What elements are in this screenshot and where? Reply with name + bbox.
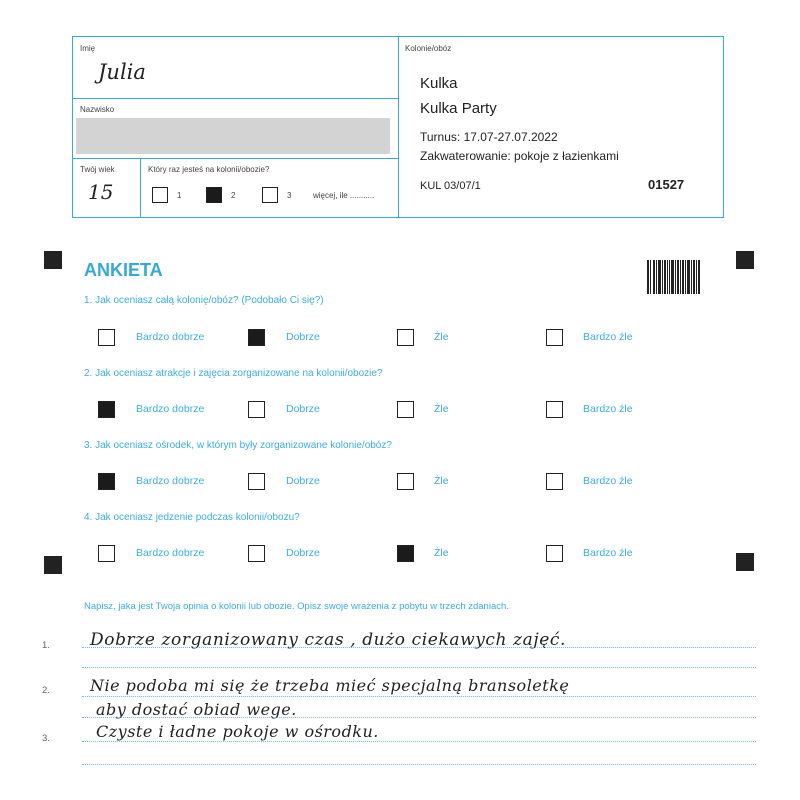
answer-3-dotted-line-2 <box>82 764 756 765</box>
camp-subname: Kulka Party <box>420 100 497 117</box>
q2-checkbox-bardzo-zle[interactable] <box>546 401 563 418</box>
q4-option-bardzo-zle: Bardzo źle <box>583 547 633 559</box>
answer-1-number: 1. <box>42 640 50 651</box>
answer-2-dotted-line-2 <box>82 717 756 718</box>
q3-option-zle: Źle <box>434 475 449 487</box>
q1-checkbox-bardzo-dobrze[interactable] <box>98 329 115 346</box>
times-checkbox-3[interactable] <box>262 187 278 203</box>
answer-2-dotted-line-1 <box>82 696 756 697</box>
q1-option-bardzo-dobrze: Bardzo dobrze <box>136 331 205 343</box>
answer-2-line-2[interactable]: aby dostać obiad wege. <box>96 700 297 719</box>
times-option-1: 1 <box>177 191 182 200</box>
camp-code: KUL 03/07/1 <box>420 180 481 192</box>
answer-3-number: 3. <box>42 733 50 744</box>
question-2: 2. Jak oceniasz atrakcje i zajęcia zorganizowane na kolonii/obozie? <box>84 368 383 379</box>
q1-checkbox-bardzo-zle[interactable] <box>546 329 563 346</box>
name-label: Imię <box>80 44 96 53</box>
q3-checkbox-dobrze[interactable] <box>248 473 265 490</box>
header-vertical-divider <box>398 36 399 217</box>
q4-checkbox-zle[interactable] <box>397 545 414 562</box>
q4-checkbox-dobrze[interactable] <box>248 545 265 562</box>
header-divider-3 <box>140 158 141 217</box>
registration-mark-top-left <box>44 251 62 269</box>
q3-checkbox-zle[interactable] <box>397 473 414 490</box>
camp-name: Kulka <box>420 75 458 92</box>
q3-checkbox-bardzo-zle[interactable] <box>546 473 563 490</box>
age-label: Twój wiek <box>80 165 115 174</box>
q2-checkbox-dobrze[interactable] <box>248 401 265 418</box>
survey-title: ANKIETA <box>84 260 163 280</box>
barcode <box>647 260 701 294</box>
registration-mark-bottom-left <box>44 556 62 574</box>
question-3: 3. Jak oceniasz ośrodek, w którym były zorganizowane kolonie/obóz? <box>84 440 392 451</box>
times-more: więcej, ile ........... <box>313 191 375 200</box>
q1-checkbox-dobrze[interactable] <box>248 329 265 346</box>
q4-option-zle: Źle <box>434 547 449 559</box>
question-4: 4. Jak oceniasz jedzenie podczas kolonii/obozu? <box>84 512 300 523</box>
answer-2-number: 2. <box>42 685 50 696</box>
q2-checkbox-zle[interactable] <box>397 401 414 418</box>
q2-option-bardzo-zle: Bardzo źle <box>583 403 633 415</box>
opinion-prompt: Napisz, jaka jest Twoja opinia o kolonii lub obozie. Opisz swoje wrażenia z pobytu w trzech zdaniach. <box>84 601 509 612</box>
camp-label: Kolonie/obóz <box>405 44 452 53</box>
answer-1-dotted-line-2 <box>82 667 756 668</box>
q4-option-bardzo-dobrze: Bardzo dobrze <box>136 547 205 559</box>
surname-label: Nazwisko <box>80 105 115 114</box>
answer-1-line-1[interactable]: Dobrze zorganizowany czas , dużo ciekawych zajęć. <box>90 630 567 650</box>
registration-mark-bottom-right <box>736 553 754 571</box>
times-checkbox-2[interactable] <box>206 187 222 203</box>
q1-checkbox-zle[interactable] <box>397 329 414 346</box>
answer-1-dotted-line-1 <box>82 647 756 648</box>
q2-option-zle: Źle <box>434 403 449 415</box>
registration-mark-top-right <box>736 251 754 269</box>
q2-option-bardzo-dobrze: Bardzo dobrze <box>136 403 205 415</box>
name-value[interactable]: Julia <box>98 60 146 84</box>
q1-option-bardzo-zle: Bardzo źle <box>583 331 633 343</box>
q2-option-dobrze: Dobrze <box>286 403 320 415</box>
q3-checkbox-bardzo-dobrze[interactable] <box>98 473 115 490</box>
answer-2-line-1[interactable]: Nie podoba mi się że trzeba mieć specjalną bransoletkę <box>90 676 570 695</box>
times-checkbox-1[interactable] <box>152 187 168 203</box>
header-divider-2 <box>72 158 399 159</box>
q3-option-bardzo-zle: Bardzo źle <box>583 475 633 487</box>
age-value[interactable]: 15 <box>88 180 114 204</box>
times-label: Który raz jesteś na kolonii/obozie? <box>148 165 270 174</box>
answer-3-line-1[interactable]: Czyste i ładne pokoje w ośrodku. <box>96 722 379 741</box>
q4-checkbox-bardzo-zle[interactable] <box>546 545 563 562</box>
q3-option-dobrze: Dobrze <box>286 475 320 487</box>
q4-checkbox-bardzo-dobrze[interactable] <box>98 545 115 562</box>
header-divider-1 <box>72 98 399 99</box>
q1-option-dobrze: Dobrze <box>286 331 320 343</box>
answer-3-dotted-line-1 <box>82 741 756 742</box>
q4-option-dobrze: Dobrze <box>286 547 320 559</box>
q2-checkbox-bardzo-dobrze[interactable] <box>98 401 115 418</box>
turnus: Turnus: 17.07-27.07.2022 <box>420 130 558 144</box>
q3-option-bardzo-dobrze: Bardzo dobrze <box>136 475 205 487</box>
surname-redacted <box>76 118 390 154</box>
question-1: 1. Jak oceniasz całą kolonię/obóz? (Podobało Ci się?) <box>84 295 324 306</box>
q1-option-zle: Źle <box>434 331 449 343</box>
times-option-3: 3 <box>287 191 292 200</box>
accommodation: Zakwaterowanie: pokoje z łazienkami <box>420 149 619 163</box>
form-number: 01527 <box>648 177 685 192</box>
times-option-2: 2 <box>231 191 236 200</box>
